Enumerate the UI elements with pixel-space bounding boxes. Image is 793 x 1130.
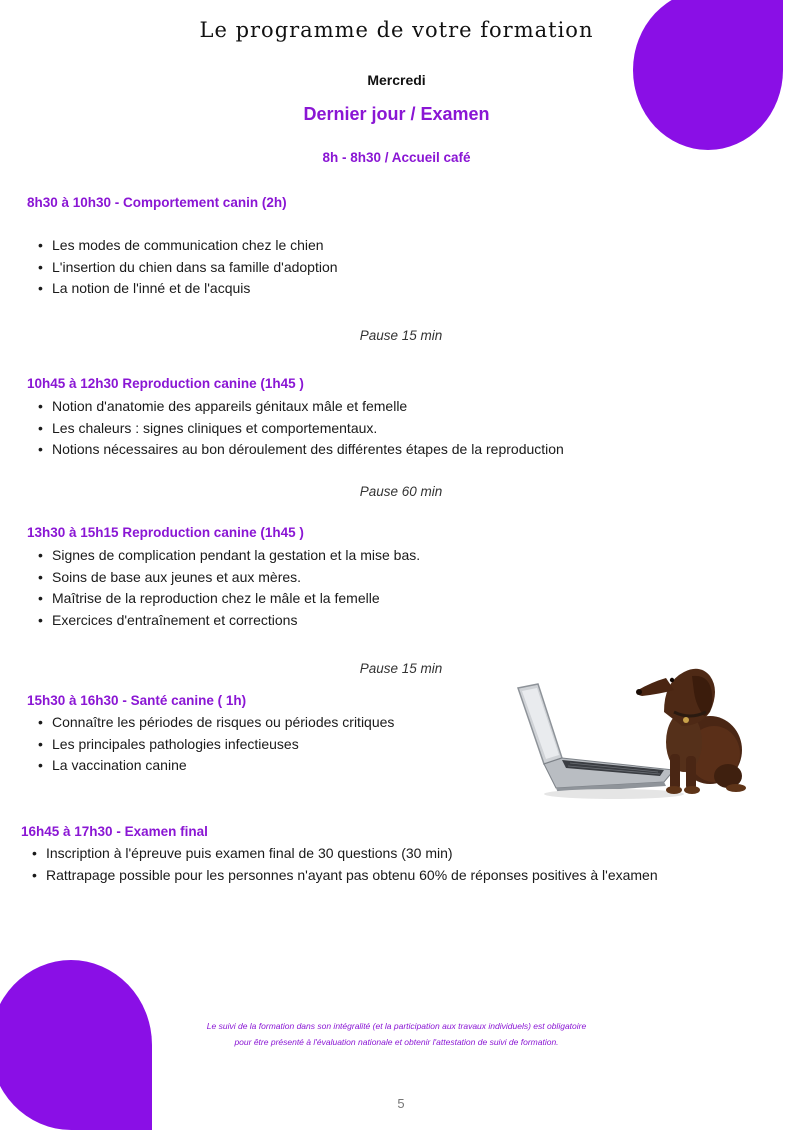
dachshund-laptop-image <box>514 642 750 804</box>
day-label: Mercredi <box>367 72 426 88</box>
page-number: 5 <box>397 1096 405 1111</box>
session-item-list <box>38 396 564 461</box>
list-item: • Connaître les périodes de risques ou périodes critiques <box>38 712 394 734</box>
footer-note-line: pour être présenté à l'évaluation nationale et obtenir l'attestation de suivi de formation. <box>234 1037 559 1047</box>
pause-label: Pause 15 min <box>359 661 443 676</box>
list-item: • La notion de l'inné et de l'acquis <box>38 278 338 300</box>
list-item: • Les modes de communication chez le chien <box>38 235 338 257</box>
list-item: • Notions nécessaires au bon déroulement des différentes étapes de la reproduction <box>38 439 564 461</box>
session-item-list <box>38 545 420 631</box>
session-title: 15h30 à 16h30 - Santé canine ( 1h) <box>27 693 247 708</box>
session-title: 13h30 à 15h15 Reproduction canine (1h45 ) <box>27 525 304 540</box>
list-item: • Soins de base aux jeunes et aux mères. <box>38 567 420 589</box>
list-item: • Les principales pathologies infectieuses <box>38 734 394 756</box>
list-item: • Signes de complication pendant la gestation et la mise bas. <box>38 545 420 567</box>
list-item: • Maîtrise de la reproduction chez le mâle et la femelle <box>38 588 420 610</box>
page-title: Le programme de votre formation <box>199 18 594 42</box>
list-item: • Notion d'anatomie des appareils génitaux mâle et femelle <box>38 396 564 418</box>
list-item: • Exercices d'entraînement et corrections <box>38 610 420 632</box>
page-subtitle: Dernier jour / Examen <box>303 104 490 124</box>
session-title: 16h45 à 17h30 - Examen final <box>21 824 208 839</box>
pause-label: Pause 15 min <box>359 328 443 343</box>
pause-label: Pause 60 min <box>359 484 443 499</box>
session-item-list <box>38 235 338 300</box>
session-title: 8h30 à 10h30 - Comportement canin (2h) <box>27 195 287 210</box>
session-title: 10h45 à 12h30 Reproduction canine (1h45 ) <box>27 376 304 391</box>
list-item: • La vaccination canine <box>38 755 394 777</box>
session-item-list <box>32 843 658 886</box>
welcome-slot: 8h - 8h30 / Accueil café <box>322 150 471 165</box>
list-item: • Rattrapage possible pour les personnes n'ayant pas obtenu 60% de réponses positives à l'examen <box>32 865 658 887</box>
footer-note-line: Le suivi de la formation dans son intégralité (et la participation aux travaux individuels) est obligatoire <box>206 1021 587 1031</box>
list-item: • L'insertion du chien dans sa famille d'adoption <box>38 257 338 279</box>
list-item: • Les chaleurs : signes cliniques et comportementaux. <box>38 418 564 440</box>
session-item-list <box>38 712 394 777</box>
list-item: • Inscription à l'épreuve puis examen final de 30 questions (30 min) <box>32 843 658 865</box>
footer-note <box>0 1018 793 1050</box>
